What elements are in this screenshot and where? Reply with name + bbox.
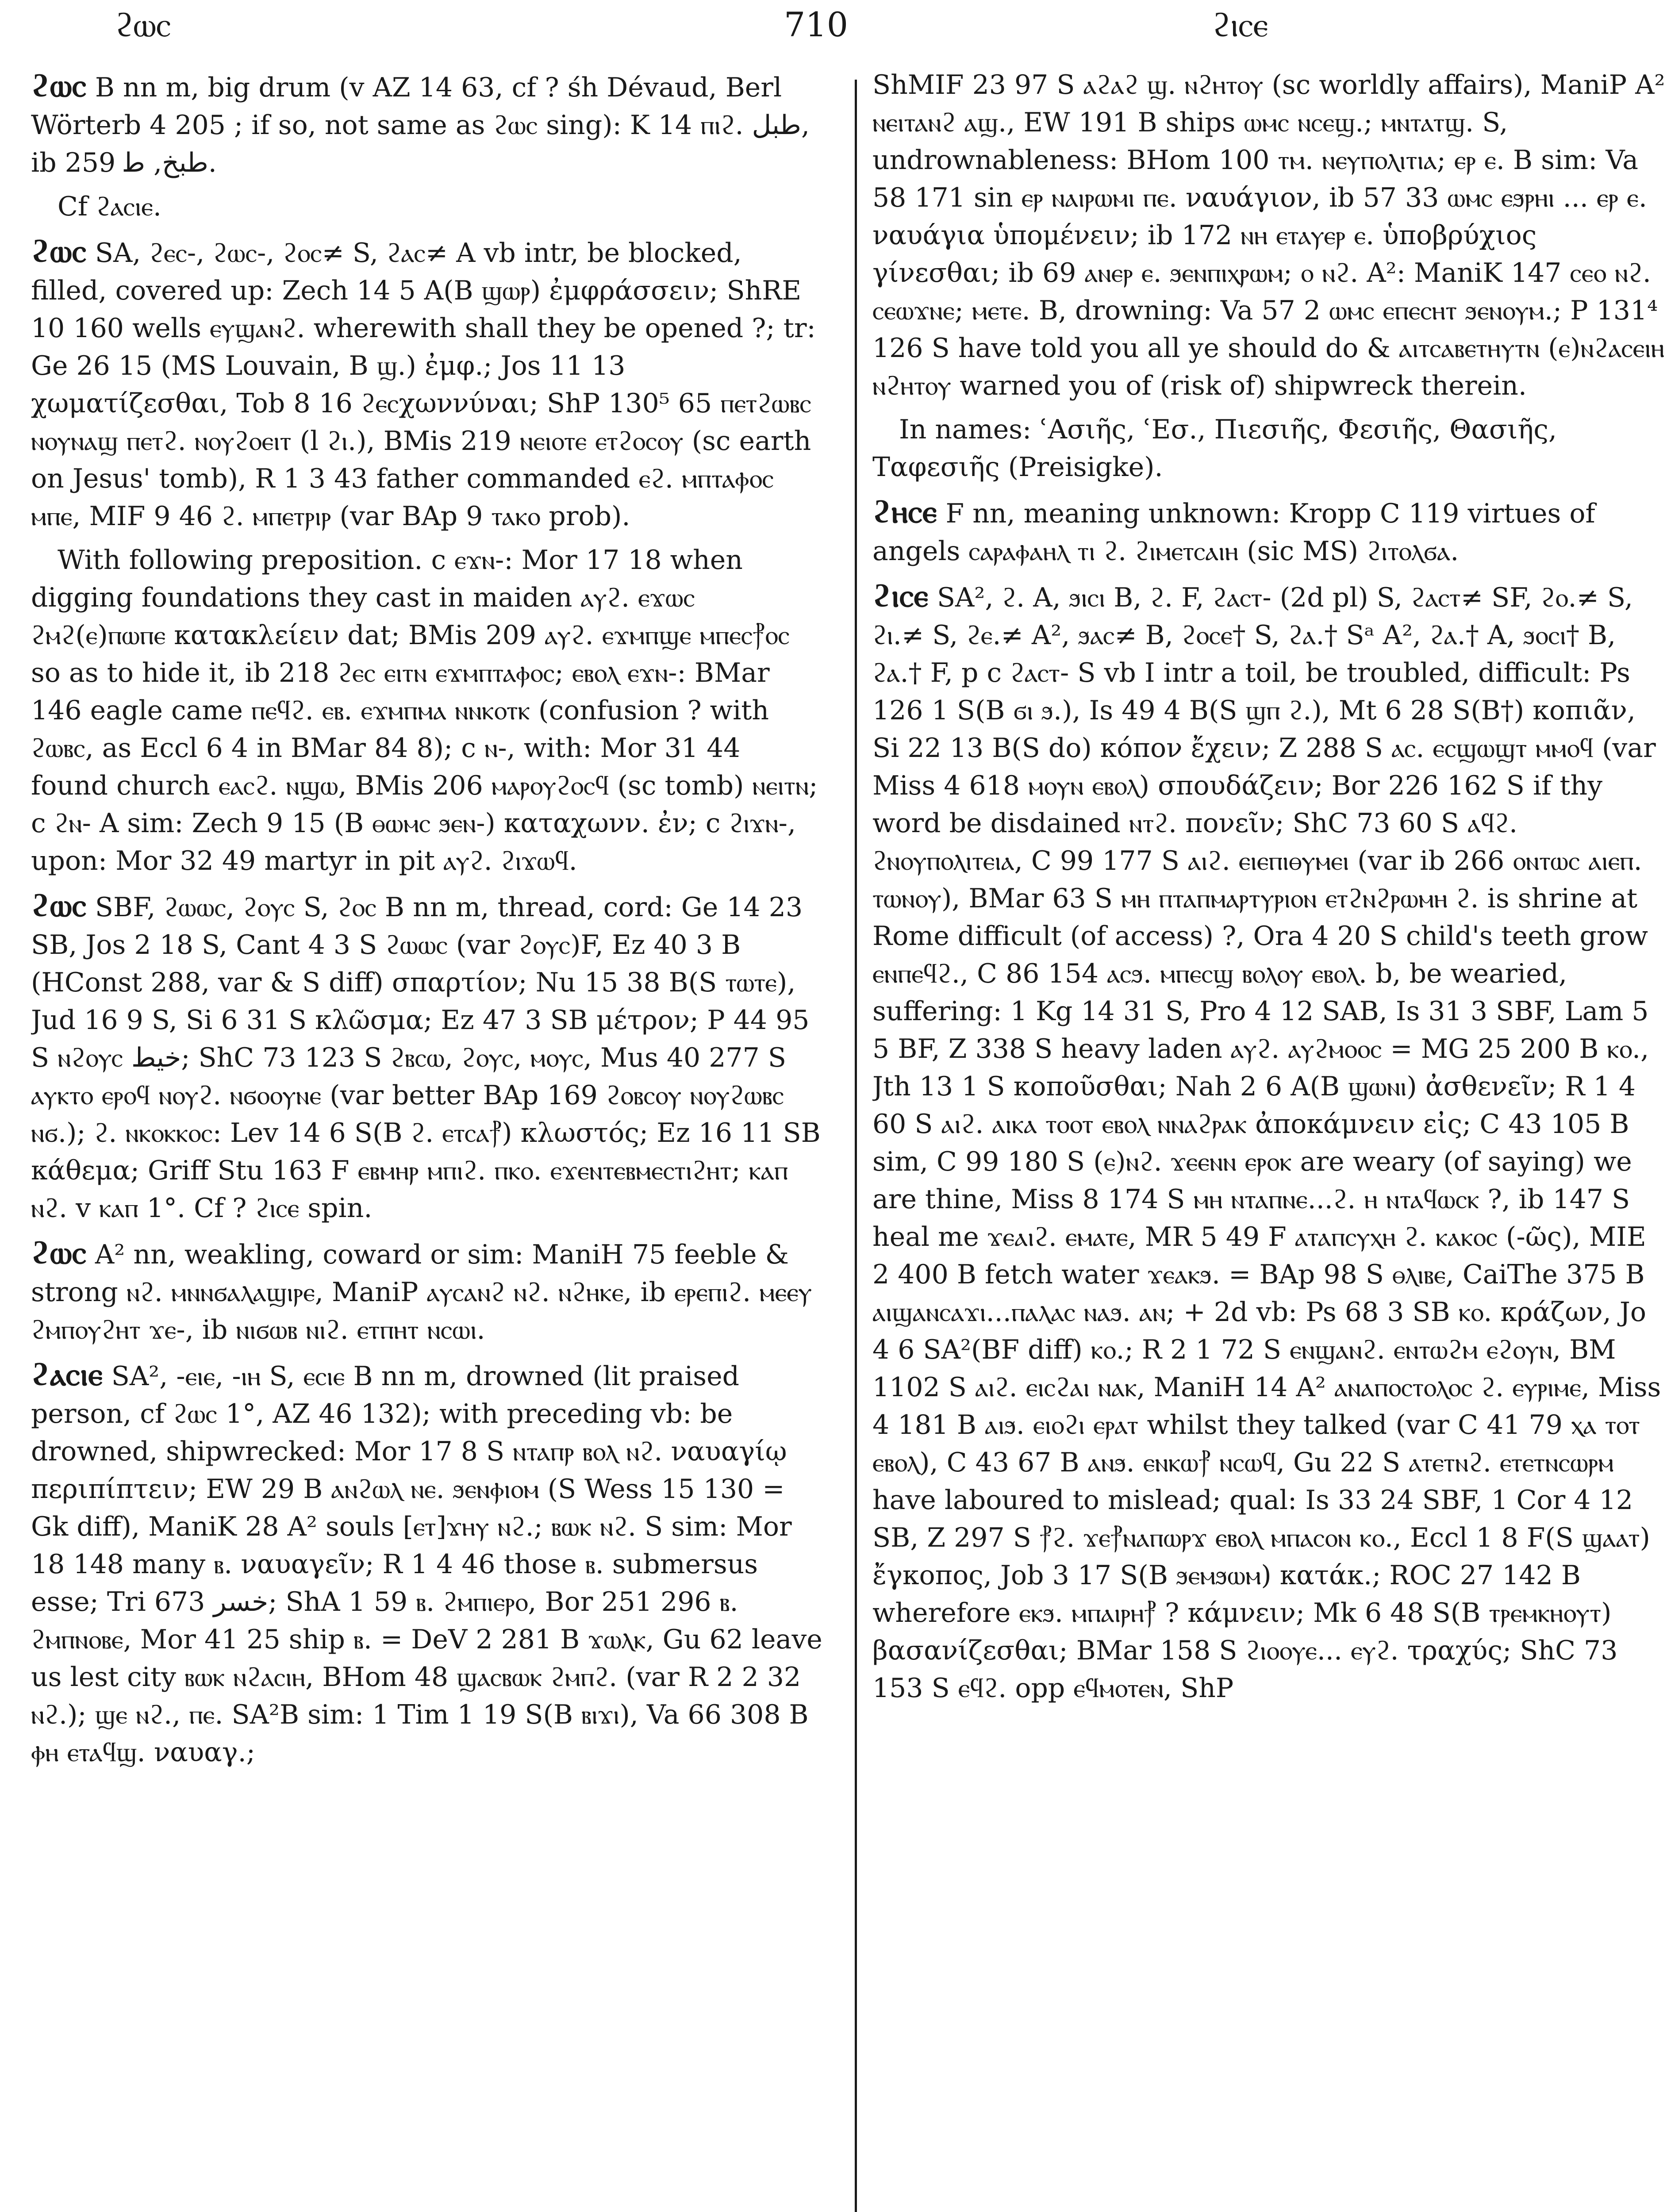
running-head-right: ϩⲓⲥⲉ xyxy=(1212,5,1268,44)
entry-text: SA², -ⲉⲓⲉ, -ⲓⲏ S, ⲉⲥⲓⲉ B nn m, drowned (lit praised person, cf ϩⲱⲥ 1°, AZ 46 132); with preceding vb: be drowned, shipwrecked: Mor 17 8 S ⲛⲧⲁⲡⲣ ⲃⲟⲗ ⲛϩ. ναυαγίῳ περιπίπτειν; EW 29 B ⲁⲛϩⲱⲗ ⲛⲉ. ϧⲉⲛⲫⲓⲟⲙ (S Wess 15 130 = Gk diff), ManiK 28 A² souls [ⲉⲧ]ϫⲏⲩ ⲛϩ.; ⲃⲱⲕ ⲛϩ. S sim: Mor 18 148 many ⲃ. ναυαγεῖν; R 1 4 46 those ⲃ. submersus esse; Tri 673 ﺧﺴﺮ; ShA 1 59 ⲃ. ϩⲙⲡⲓⲉⲣⲟ, Bor 251 296 ⲃ. ϩⲙⲡⲛⲟⲃⲉ, Mor 41 25 ship ⲃ. = DeV 2 281 B ϫⲱⲗⲕ, Gu 62 leave us lest city ⲃⲱⲕ ⲛϩⲁⲥⲓⲏ, BHom 48 ϣⲁⲥⲃⲱⲕ ϩⲙⲡϩ. (var R 2 2 32 ⲛϩ.); ϣⲉ ⲛϩ., ⲡⲉ. SA²B sim: 1 Tim 1 19 S(B ⲃⲓϫⲓ), Va 66 308 B ⲫⲏ ⲉⲧⲁϥϣ. ναυαγ.; xyxy=(31,1361,822,1768)
page-number: 710 xyxy=(784,5,849,44)
entry-8 xyxy=(872,66,1667,405)
left-column xyxy=(31,66,825,2212)
entry-text: SBF, ϩⲱⲱⲥ, ϩⲟⲩⲥ S, ϩⲟⲥ B nn m, thread, cord: Ge 14 23 SB, Jos 2 18 S, Cant 4 3 S ϩⲱⲱⲥ (var ϩⲟⲩⲥ)F, Ez 40 3 B (HConst 288, var & S diff) σπαρτίον; Nu 15 38 B(S ⲧⲱⲧⲉ), Jud 16 9 S, Si 6 31 S κλῶσμα; Ez 47 3 SB μέτρον; P 44 95 S ⲛϩⲟⲩⲥ ﺧﻴﻂ; ShC 73 123 S ϩⲃⲥⲱ, ϩⲟⲩⲥ, ⲙⲟⲩⲥ, Mus 40 277 S ⲁⲩⲕⲧⲟ ⲉⲣⲟϥ ⲛⲟⲩϩ. ⲛϭⲟⲟⲩⲛⲉ (var better BAp 169 ϩⲟⲃⲥⲟⲩ ⲛⲟⲩϩⲱⲃⲥ ⲛϭ.); ϩ. ⲛⲕⲟⲕⲕⲟⲥ: Lev 14 6 S(B ϩ. ⲉⲧⲥⲁ⳨) κλωστός; Ez 16 11 SB κάθεμα; Griff Stu 163 F ⲉⲃⲙⲏⲣ ⲙⲡⲓϩ. ⲡⲕⲟ. ⲉϫⲉⲛⲧⲉⲃⲙⲉⲥⲧⲓϩⲏⲧ; ⲕⲁⲡ ⲛϩ. v ⲕⲁⲡ 1°. Cf ? ϩⲓⲥⲉ spin. xyxy=(31,892,821,1224)
entry-11 xyxy=(872,576,1667,1707)
entry-6 xyxy=(31,1233,825,1349)
headword: ϩⲱⲥ xyxy=(31,232,87,269)
entry-text: SA, ϩⲉⲥ-, ϩⲱⲥ-, ϩⲟⲥ≠ S, ϩⲁⲥ≠ A vb intr, be blocked, filled, covered up: Zech 14 5 A(B ϣⲱⲣ) ἐμφράσσειν; ShRE 10 160 wells ⲉⲩϣⲁⲛϩ. wherewith shall they be opened ?; tr: Ge 26 15 (MS Louvain, B ϣ.) ἐμφ.; Jos 11 13 χωματίζεσθαι, Tob 8 16 ϩⲉⲥχωννύναι; ShP 130⁵ 65 ⲡⲉⲧϩⲱⲃⲥ ⲛⲟⲩⲛⲁϣ ⲡⲉⲧϩ. ⲛⲟⲩϩⲟⲉⲓⲧ (l ϩⲓ.), BMis 219 ⲛⲉⲓⲟⲧⲉ ⲉⲧϩⲟⲥⲟⲩ (sc earth on Jesus' tomb), R 1 3 43 father commanded ⲉϩ. ⲙⲡⲧⲁⲫⲟⲥ ⲙⲡⲉ, MIF 9 46 ϩ. ⲙⲡⲉⲧⲣⲓⲣ (var BAp 9 ⲧⲁⲕⲟ prob). xyxy=(31,238,816,532)
right-column xyxy=(872,66,1667,2212)
headword: ϩⲁⲥⲓⲉ xyxy=(31,1355,103,1393)
entry-text: B nn m, big drum (v AZ 14 63, cf ? śh Dévaud, Berl Wörterb 4 205 ; if so, not same as ϩⲱⲥ sing): K 14 ⲡⲓϩ. ﻃﺒﻞ, ib 259 ﻃﺒﺦ, ﻃ. xyxy=(31,72,810,178)
entry-text: A² nn, weakling, coward or sim: ManiH 75 feeble & strong ⲛϩ. ⲙⲛⲛϭⲁⲗⲁϣⲓⲣⲉ, ManiP ⲁⲩⲥⲁⲛϩ ⲛϩ. ⲛϩⲏⲕⲉ, ib ⲉⲣⲉⲡⲓϩ. ⲙⲉⲉⲩ ϩⲙⲡⲟⲩϩⲏⲧ ϫⲉ-, ib ⲛⲓϭⲱⲃ ⲛⲓϩ. ⲉⲧⲡⲏⲧ ⲛⲥⲱⲓ. xyxy=(31,1239,812,1345)
entry-1 xyxy=(31,66,825,182)
headword: ϩⲓⲥⲉ xyxy=(872,576,929,614)
entry-10 xyxy=(872,492,1667,570)
entry-5 xyxy=(31,886,825,1227)
entry-9 xyxy=(872,411,1667,486)
headword: ϩⲱⲥ xyxy=(31,886,87,924)
entry-text: ShMIF 23 97 S ⲁϩⲁϩ ϣ. ⲛϩⲏⲧⲟⲩ (sc worldly affairs), ManiP A² ⲛⲉⲓⲧⲁⲛϩ ⲁϣ., EW 191 B ships ⲱⲙⲥ ⲛⲥⲉϣ.; ⲙⲛⲧⲁⲧϣ. S, undrownableness: BHom 100 ⲧⲙ. ⲛⲉⲩⲡⲟⲗⲓⲧⲓⲁ; ⲉⲣ ⲉ. B sim: Va 58 171 sin ⲉⲣ ⲛⲁⲓⲣⲱⲙⲓ ⲡⲉ. ναυάγιον, ib 57 33 ⲱⲙⲥ ⲉϧⲣⲏⲓ ... ⲉⲣ ⲉ. ναυάγια ὑπομένειν; ib 172 ⲛⲏ ⲉⲧⲁⲩⲉⲣ ⲉ. ὑποβρύχιος γίνεσθαι; ib 69 ⲁⲛⲉⲣ ⲉ. ϧⲉⲛⲡⲓⲭⲣⲱⲙ; ⲟ ⲛϩ. A²: ManiK 147 ⲥⲉⲟ ⲛϩ. ⲥⲉⲱϫⲛⲉ; ⲙⲉⲧⲉ. B, drowning: Va 57 2 ⲱⲙⲥ ⲉⲡⲉⲥⲏⲧ ϧⲉⲛⲟⲩⲙ.; P 131⁴ 126 S have told you all ye should do & ⲁⲓⲧⲥⲁⲃⲉⲧⲏⲩⲧⲛ (ⲉ)ⲛϩⲁⲥⲉⲓⲏ ⲛϩⲏⲧⲟⲩ warned you of (risk of) shipwreck therein. xyxy=(872,69,1665,401)
entry-text: In names: ʿΑσιῆς, ʿΕσ., Πιεσιῆς, Φεσιῆς, Θασιῆς, Ταφεσιῆς (Preisigke). xyxy=(872,414,1557,483)
entry-text: SA², ϩ. A, ϧⲓⲥⲓ B, ϩ. F, ϩⲁⲥⲧ- (2d pl) S, ϩⲁⲥⲧ≠ SF, ϩⲟ.≠ S, ϩⲓ.≠ S, ϩⲉ.≠ A², ϧⲁⲥ≠ B, ϩⲟⲥⲉ† S, ϩⲁ.† Sᵃ A², ϩⲁ.† A, ϧⲟⲥⲓ† B, ϩⲁ.† F, p c ϩⲁⲥⲧ- S vb I intr a toil, be troubled, difficult: Ps 126 1 S(B ϭⲓ ϧ.), Is 49 4 B(S ϣⲡ ϩ.), Mt 6 28 S(B†) κοπιᾶν, Si 22 13 B(S do) κόπον ἔχειν; Z 288 S ⲁⲥ. ⲉⲥϣⲱϣⲧ ⲙⲙⲟϥ (var Miss 4 618 ⲙⲟⲩⲛ ⲉⲃⲟⲗ) σπουδάζειν; Bor 226 162 S if thy word be disdained ⲛⲧϩ. πονεῖν; ShC 73 60 S ⲁϥϩ. ϩⲛⲟⲩⲡⲟⲗⲓⲧⲉⲓⲁ, C 99 177 S ⲁⲓϩ. ⲉⲓⲉⲡⲓⲑⲩⲙⲉⲓ (var ib 266 ⲟⲛⲧⲱⲥ ⲁⲓⲉⲡ. ⲧⲱⲛⲟⲩ), BMar 63 S ⲙⲏ ⲡⲧⲁⲡⲙⲁⲣⲧⲩⲣⲓⲟⲛ ⲉⲧϩⲛϩⲣⲱⲙⲏ ϩ. is shrine at Rome difficult (of access) ?, Ora 4 20 S child's teeth grow ⲉⲛⲡⲉϥϩ., C 86 154 ⲁⲥϧ. ⲙⲡⲉⲥϣ ⲃⲟⲗⲟⲩ ⲉⲃⲟⲗ. b, be wearied, suffering: 1 Kg 14 31 S, Pro 4 12 SAB, Is 31 3 SBF, Lam 5 5 BF, Z 338 S heavy laden ⲁⲩϩ. ⲁⲩϩⲙⲟⲟⲥ = MG 25 200 B ⲕⲟ., Jth 13 1 S κοποῦσθαι; Nah 2 6 A(B ϣⲱⲛⲓ) ἀσθενεῖν; R 1 4 60 S ⲁⲓϩ. ⲁⲓⲕⲁ ⲧⲟⲟⲧ ⲉⲃⲟⲗ ⲛⲛⲁϩⲣⲁⲕ ἀποκάμνειν εἰς; C 43 105 B sim, C 99 180 S (ⲉ)ⲛϩ. ϫⲉⲉⲛⲛ ⲉⲣⲟⲕ are weary (of saying) we are thine, Miss 8 174 S ⲙⲏ ⲛⲧⲁⲡⲛⲉ...ϩ. ⲏ ⲛⲧⲁϥⲱⲥⲕ ?, ib 147 S heal me ϫⲉⲁⲓϩ. ⲉⲙⲁⲧⲉ, MR 5 49 F ⲁⲧⲁⲡⲥⲩⲭⲏ ϩ. ⲕⲁⲕⲟⲥ (-ῶς), MIE 2 400 B fetch water ϫⲉⲁⲕϧ. = BAp 98 S ⲑⲗⲓⲃⲉ, CaiThe 375 B ⲁⲓϣⲁⲛⲥⲁϫⲓ...ⲡⲁⲗⲁⲥ ⲛⲁϧ. ⲁⲛ; + 2d vb: Ps 68 3 SB ⲕⲟ. κράζων, Jo 4 6 SA²(BF diff) ⲕⲟ.; R 2 1 72 S ⲉⲛϣⲁⲛϩ. ⲉⲛⲧⲱϩⲙ ⲉϩⲟⲩⲛ, BM 1102 S ⲁⲓϩ. ⲉⲓⲥϩⲁⲓ ⲛⲁⲕ, ManiH 14 A² ⲁⲛⲁⲡⲟⲥⲧⲟⲗⲟⲥ ϩ. ⲉⲩⲣⲓⲙⲉ, Miss 4 181 B ⲁⲓϧ. ⲉⲓⲟϩⲓ ⲉⲣⲁⲧ whilst they talked (var C 41 79 ⲭⲁ ⲧⲟⲧ ⲉⲃⲟⲗ), C 43 67 B ⲁⲛϧ. ⲉⲛⲕⲱ⳨ ⲛⲥⲱϥ, Gu 22 S ⲁⲧⲉⲧⲛϩ. ⲉⲧⲉⲧⲛⲥⲱⲣⲙ have laboured to mislead; qual: Is 33 24 SBF, 1 Cor 4 12 SB, Z 297 S ⳨ϩ. ϫⲉ⳨ⲛⲁⲡⲱⲣϫ ⲉⲃⲟⲗ ⲙⲡⲁⲥⲟⲛ ⲕⲟ., Eccl 1 8 F(S ϣⲁⲁⲧ) ἔγκοπος, Job 3 17 S(B ϧⲉⲙϧⲱⲙ) κατάκ.; ROC 27 142 B wherefore ⲉⲕϧ. ⲙⲡⲁⲓⲣⲏ⳨ ? κάμνειν; Mk 6 48 S(B ⲧⲣⲉⲙⲕⲏⲟⲩⲧ) βασανίζεσθαι; BMar 158 S ϩⲓⲟⲟⲩⲉ... ⲉⲩϩ. τραχύς; ShC 73 153 S ⲉϥϩ. opp ⲉϥⲙⲟⲧⲉⲛ, ShP xyxy=(872,582,1661,1704)
running-head-left: ϩⲱⲥ xyxy=(115,5,171,44)
headword: ϩⲱⲥ xyxy=(31,66,87,104)
headword: ϩⲏⲥⲉ xyxy=(872,492,937,530)
headword: ϩⲱⲥ xyxy=(31,1233,87,1271)
entry-text: With following preposition. c ⲉϫⲛ-: Mor 17 18 when digging foundations they cast in maiden ⲁⲩϩ. ⲉϫⲱⲥ ϩⲙϩ(ⲉ)ⲡⲱⲡⲉ κατακλείειν dat; BMis 209 ⲁⲩϩ. ⲉϫⲙⲡϣⲉ ⲙⲡⲉⲥ⳨ⲟⲥ so as to hide it, ib 218 ϩⲉⲥ ⲉⲓⲧⲛ ⲉϫⲙⲡⲧⲁⲫⲟⲥ; ⲉⲃⲟⲗ ⲉϫⲛ-: BMar 146 eagle came ⲡⲉϥϩ. ⲉⲃ. ⲉϫⲙⲡⲙⲁ ⲛⲛⲕⲟⲧⲕ (confusion ? with ϩⲱⲃⲥ, as Eccl 6 4 in BMar 84 8); c ⲛ-, with: Mor 31 44 found church ⲉⲁⲥϩ. ⲛϣⲱ, BMis 206 ⲙⲁⲣⲟⲩϩⲟⲥϥ (sc tomb) ⲛⲉⲓⲧⲛ; c ϩⲛ- A sim: Zech 9 15 (B ⲑⲱⲙⲥ ϧⲉⲛ-) καταχωνν. ἐν; c ϩⲓϫⲛ-, upon: Mor 32 49 martyr in pit ⲁⲩϩ. ϩⲓϫⲱϥ. xyxy=(31,545,818,876)
entry-3 xyxy=(31,232,825,535)
entry-4 xyxy=(31,541,825,880)
column-divider xyxy=(855,80,857,2212)
entry-7 xyxy=(31,1355,825,1771)
entry-text: F nn, meaning unknown: Kropp C 119 virtues of angels ⲥⲁⲣⲁⲫⲁⲏⲗ ⲧⲓ ϩ. ϩⲓⲙⲉⲧⲥⲁⲓⲏ (sic MS) ϩⲓⲧⲟⲗϭⲁ. xyxy=(872,498,1595,567)
entry-2 xyxy=(31,188,825,226)
entry-text: Cf ϩⲁⲥⲓⲉ. xyxy=(58,191,161,222)
